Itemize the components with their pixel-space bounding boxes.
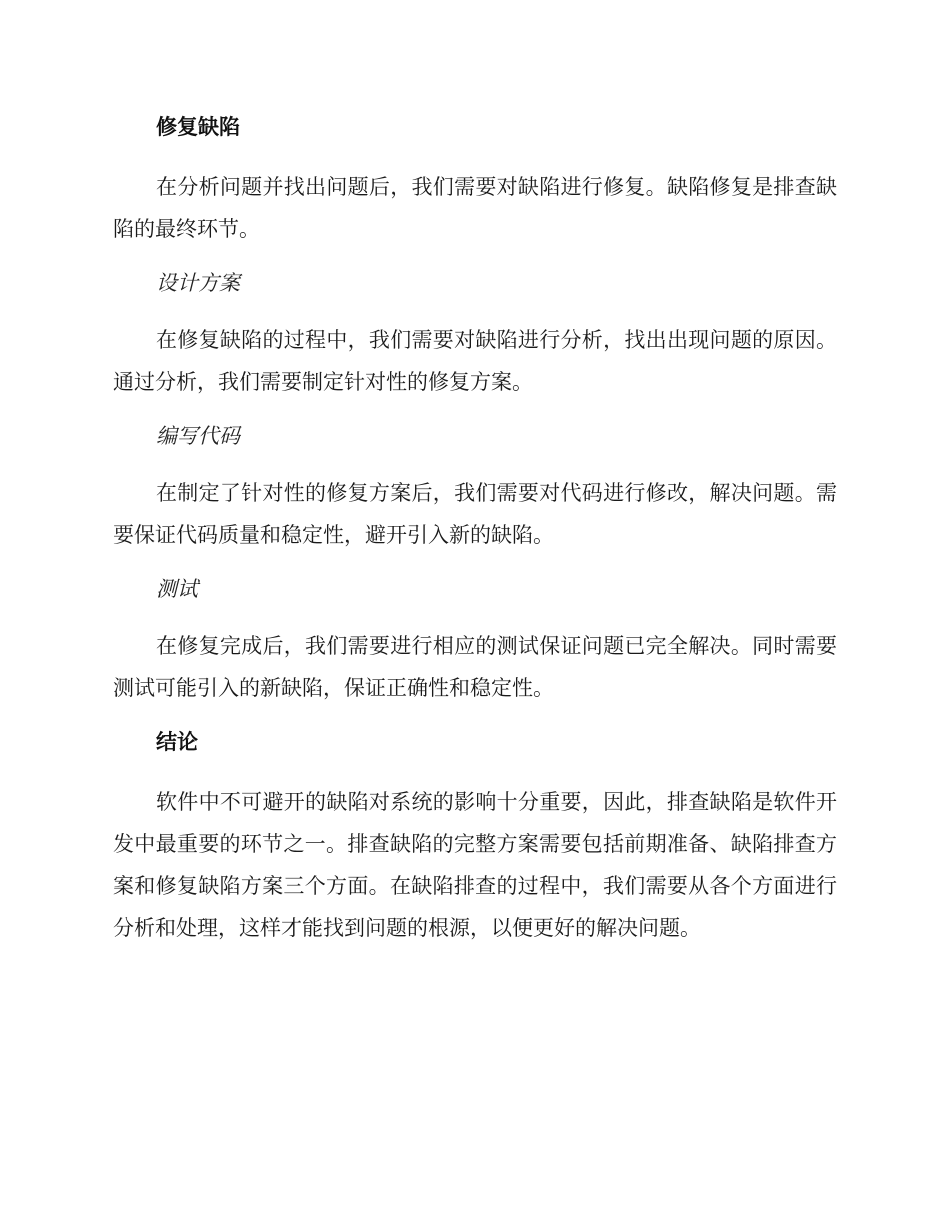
- subheading-testing: 测试: [156, 577, 198, 601]
- paragraph-design-plan: 在修复缺陷的过程中，我们需要对缺陷进行分析，找出出现问题的原因。通过分析，我们需要制定针对性的修复方案。: [113, 328, 837, 394]
- subheading-write-code: 编写代码: [156, 424, 240, 448]
- paragraph-write-code: 在制定了针对性的修复方案后，我们需要对代码进行修改，解决问题。需要保证代码质量和稳定性，避开引入新的缺陷。: [113, 481, 837, 547]
- section-heading-conclusion: 结论: [156, 730, 198, 754]
- section-heading-fix-defects: 修复缺陷: [156, 115, 240, 139]
- subheading-design-plan: 设计方案: [156, 271, 240, 295]
- document-body: [113, 110, 837, 965]
- paragraph-conclusion: 软件中不可避开的缺陷对系统的影响十分重要，因此，排查缺陷是软件开发中最重要的环节之一。排查缺陷的完整方案需要包括前期准备、缺陷排查方案和修复缺陷方案三个方面。在缺陷排查的过程中，我们需要从各个方面进行分析和处理，这样才能找到问题的根源，以便更好的解决问题。: [113, 790, 837, 940]
- paragraph-fix-intro: 在分析问题并找出问题后，我们需要对缺陷进行修复。缺陷修复是排查缺陷的最终环节。: [113, 175, 837, 241]
- paragraph-testing: 在修复完成后，我们需要进行相应的测试保证问题已完全解决。同时需要测试可能引入的新缺陷，保证正确性和稳定性。: [113, 634, 837, 700]
